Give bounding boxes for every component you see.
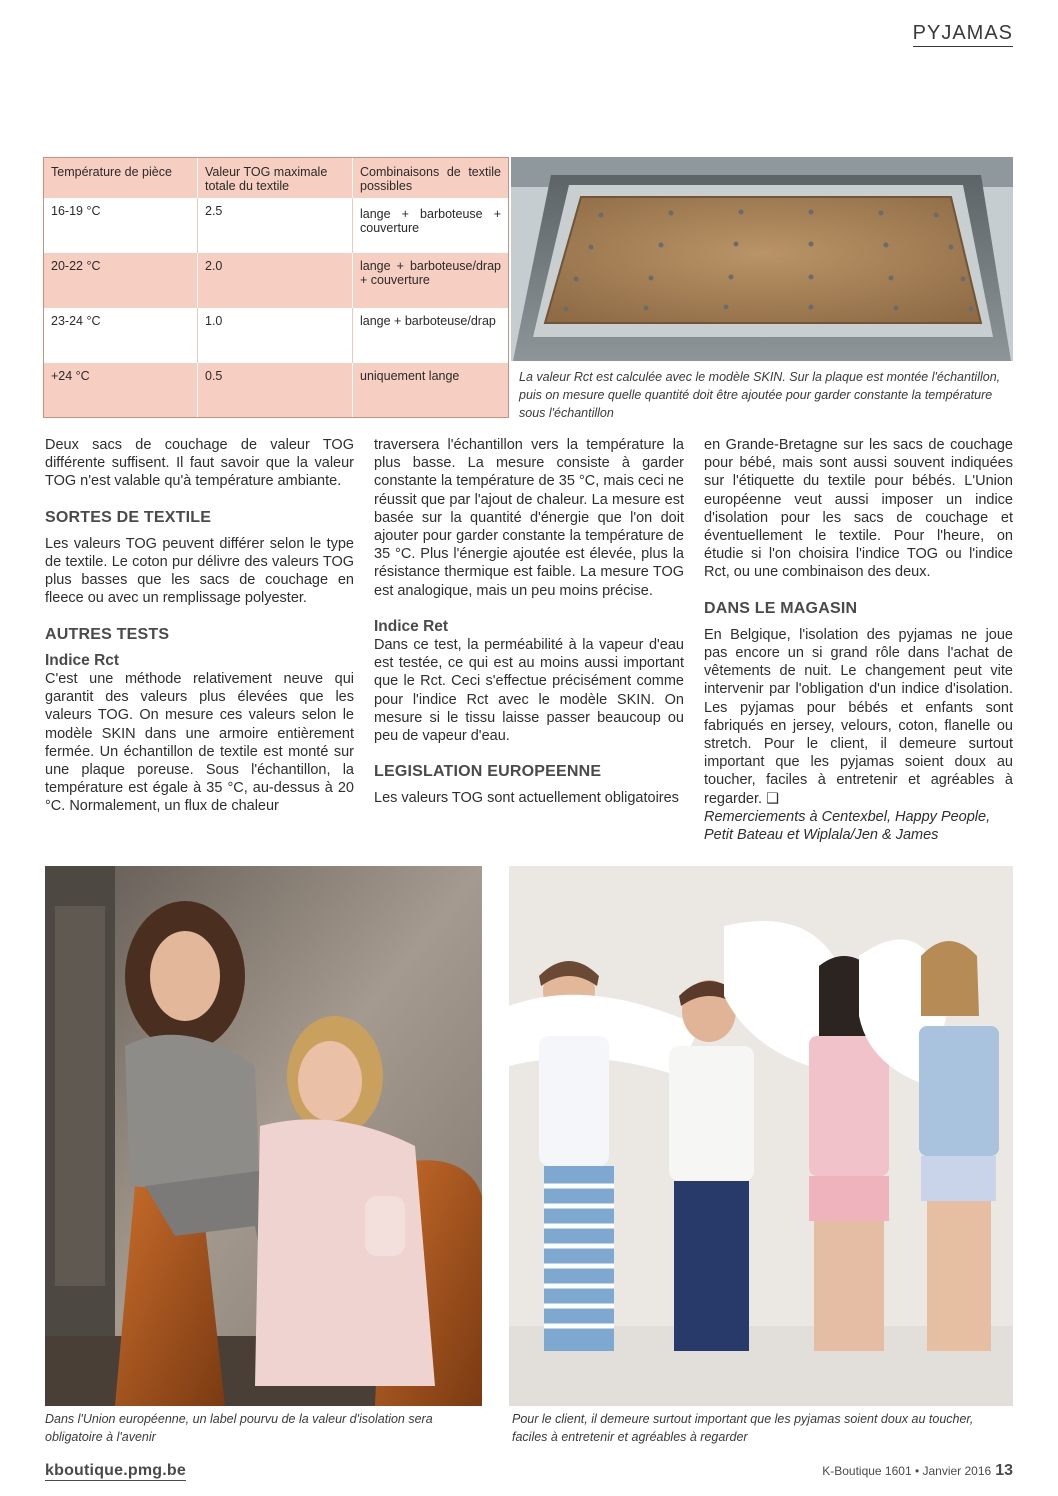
subheading-indice-ret: Indice Ret [374,617,449,635]
skin-plate-illustration [511,157,1013,361]
table-cell: 1.0 [198,308,353,363]
heading-autres-tests: AUTRES TESTS [45,625,170,643]
subheading-indice-rct: Indice Rct [45,651,120,669]
skin-photo-caption: La valeur Rct est calculée avec le modèle SKIN. Sur la plaque est montée l'échantillon, puis on mesure quelle quantité doit être ajoutée pour garder constante la température sous l'échantillon [519,370,1001,420]
table-cell: 23-24 °C [44,308,198,363]
acknowledgements: Remerciements à Centexbel, Happy People, Petit Bateau et Wiplala/Jen & James [704,808,991,844]
table-cell: 16-19 °C [44,198,198,253]
text-column-2 [374,436,684,808]
end-of-article-icon: ❑ [766,790,780,807]
table-row [44,363,508,417]
website-link[interactable]: kboutique.pmg.be [45,1462,186,1479]
intro-paragraph: Deux sacs de couchage de valeur TOG différente suffisent. Il faut savoir que la valeur TOG n'est valable qu'à température ambiante. [45,437,354,490]
table-cell: 20-22 °C [44,253,198,308]
table-header-cell: Température de pièce [44,158,198,198]
rct-paragraph: C'est une méthode relativement neuve qui garantit des valeurs plus élevées que les valeurs TOG. On mesure ces valeurs selon le modèle SKIN dans une armoire entièrement fermée. Un échantillon de textile est monté sur une plaque poreuse. Sous l'échantillon, la température est égale à 35 °C, au-dessus à 20 °C. Normalement, un flux de chaleur [45,671,354,815]
rct-continued-paragraph: traversera l'échantillon vers la température la plus basse. La mesure consiste à garder constante la température de 35 °C, mais ceci ne réussit que par l'ajout de chaleur. La mesure est basée sur la quantité d'énergie que l'on doit ajouter pour garder constante la température de 35 °C. Plus l'énergie ajoutée est élevée, plus la résistance thermique est faible. La mesure TOG est analogique, mais un peu moins précise. [374,437,684,599]
heading-sortes-de-textile: SORTES DE TEXTILE [45,508,212,526]
table-row [44,198,508,253]
section-tag: PYJAMAS [913,22,1013,47]
table-header-row [44,158,508,198]
table-cell: lange + barboteuse/drap + couverture [360,259,501,287]
legislation-paragraph: Les valeurs TOG sont actuellement obligatoires [374,790,679,807]
issue-info: K-Boutique 1601 • Janvier 2016 [822,1464,992,1478]
table-cell: 2.0 [198,253,353,308]
heading-legislation-europeenne: LEGISLATION EUROPEENNE [374,763,602,781]
legislation-continued-paragraph: en Grande-Bretagne sur les sacs de couchage pour bébé, mais sont aussi souvent indiquées sur l'étiquette du textile pour bébés. L'Union européenne veut aussi imposer un indice d'isolation pour les sacs de couchage et éventuellement le textile. Pour l'heure, on étudie si l'on choisira l'indice TOG ou l'indice Rct, ou une combinaison des deux. [704,437,1013,581]
tog-table [43,157,509,418]
page-number: 13 [995,1462,1013,1479]
sortes-paragraph: Les valeurs TOG peuvent différer selon le type de textile. Le coton pur délivre des valeurs TOG plus basses que les sacs de couchage en fleece ou avec un remplissage polyester. [45,535,354,607]
girls-photo-illustration [45,866,482,1406]
skin-model-photo [511,157,1013,361]
table-row [44,253,508,308]
table-cell: uniquement lange [360,369,460,383]
table-cell: lange + barboteuse/drap [360,314,496,328]
table-cell: lange + barboteuse + couverture [360,207,501,235]
kids-photo-illustration [509,866,1013,1406]
table-header-cell: Combinaisons de textile possibles [360,165,501,193]
text-column-1 [45,436,354,816]
heading-dans-le-magasin: DANS LE MAGASIN [704,599,858,617]
girls-pyjama-photo [45,866,482,1406]
kids-pillows-photo [509,866,1013,1406]
table-cell: 0.5 [198,363,353,417]
kids-photo-caption: Pour le client, il demeure surtout important que les pyjamas soient doux au toucher, faciles à entretenir et agréables à regarder [512,1412,974,1444]
table-header-cell: Valeur TOG maximale totale du textile [198,158,353,198]
page-footer [822,1462,1013,1480]
table-cell: 2.5 [198,198,353,253]
table-row [44,308,508,363]
girls-photo-caption: Dans l'Union européenne, un label pourvu de la valeur d'isolation sera obligatoire à l'avenir [45,1412,433,1444]
magasin-paragraph [704,626,1013,808]
text-column-3 [704,436,1013,844]
table-cell: +24 °C [44,363,198,417]
ret-paragraph: Dans ce test, la perméabilité à la vapeur d'eau est testée, ce qui est au moins aussi important que le Rct. Ceci s'effectue précisément comme pour l'indice Rct avec le modèle SKIN. On mesure si le tissu laisse passer beaucoup ou peu de vapeur d'eau. [374,637,684,745]
magasin-text: En Belgique, l'isolation des pyjamas ne joue pas encore un si grand rôle dans l'achat de vêtements de nuit. Le changement peut vite intervenir par l'obligation d'un indice d'isolation. Les pyjamas pour bébés et enfants sont fabriqués en jersey, velours, coton, flanelle ou stretch. Pour le client, il demeure surtout important que les pyjamas soient doux au toucher, faciles à entretenir et agréables à regarder. [704,626,1013,807]
